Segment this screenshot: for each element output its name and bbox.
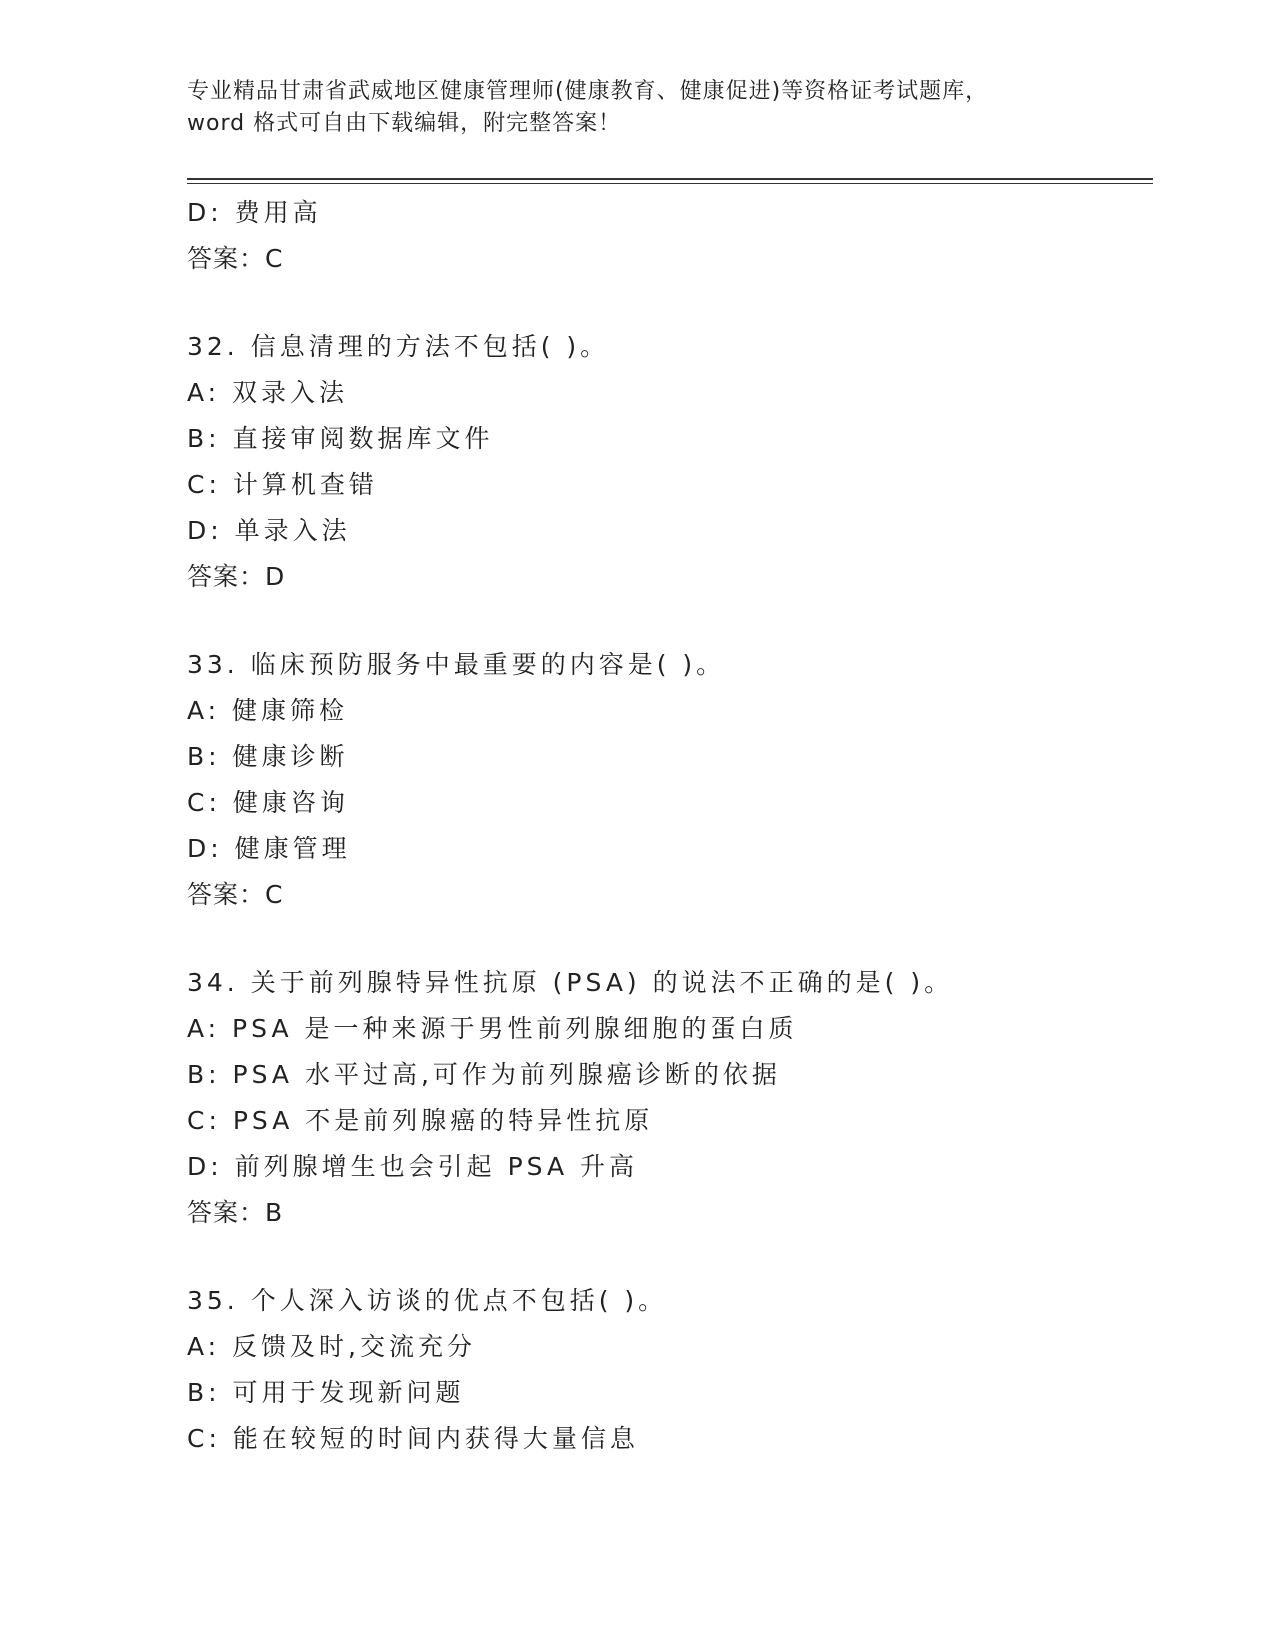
- answer-line: 答案：C: [187, 880, 284, 909]
- option-d: D: 单录入法: [187, 516, 351, 545]
- option-b: B: 直接审阅数据库文件: [187, 424, 494, 453]
- answer-line: 答案：C: [187, 244, 284, 273]
- answer-line: 答案：B: [187, 1198, 284, 1227]
- option-d: D: 健康管理: [187, 834, 351, 863]
- option-c: C: PSA 不是前列腺癌的特异性抗原: [187, 1106, 654, 1135]
- question-stem: 33. 临床预防服务中最重要的内容是( )。: [187, 650, 726, 679]
- question-stem: 32. 信息清理的方法不包括( )。: [187, 332, 610, 361]
- option-b: B: PSA 水平过高,可作为前列腺癌诊断的依据: [187, 1060, 781, 1089]
- option-a: A: 双录入法: [187, 378, 349, 407]
- carryover-block: [187, 190, 1147, 282]
- header-divider-thin: [187, 183, 1153, 184]
- option-c: C: 能在较短的时间内获得大量信息: [187, 1424, 639, 1453]
- option-d: D: 前列腺增生也会引起 PSA 升高: [187, 1152, 639, 1181]
- option-d: D: 费用高: [187, 198, 322, 227]
- option-c: C: 健康咨询: [187, 788, 349, 817]
- option-b: B: 健康诊断: [187, 742, 349, 771]
- question-34: [187, 960, 1147, 1236]
- document-header: [187, 76, 1087, 140]
- question-35: [187, 1278, 1147, 1462]
- header-title-line-1: 专业精品甘肃省武威地区健康管理师(健康教育、健康促进)等资格证考试题库，: [187, 79, 989, 104]
- question-33: [187, 642, 1147, 918]
- option-a: A: PSA 是一种来源于男性前列腺细胞的蛋白质: [187, 1014, 798, 1043]
- header-divider-thick: [187, 178, 1153, 180]
- answer-line: 答案：D: [187, 562, 286, 591]
- option-a: A: 健康筛检: [187, 696, 349, 725]
- question-32: [187, 324, 1147, 600]
- header-title-line-2: word 格式可自由下载编辑，附完整答案！: [187, 111, 622, 136]
- option-a: A: 反馈及时,交流充分: [187, 1332, 476, 1361]
- question-stem: 35. 个人深入访谈的优点不包括( )。: [187, 1286, 668, 1315]
- option-b: B: 可用于发现新问题: [187, 1378, 465, 1407]
- question-stem: 34. 关于前列腺特异性抗原 (PSA) 的说法不正确的是( )。: [187, 968, 954, 997]
- question-list: [187, 190, 1147, 1462]
- option-c: C: 计算机查错: [187, 470, 378, 499]
